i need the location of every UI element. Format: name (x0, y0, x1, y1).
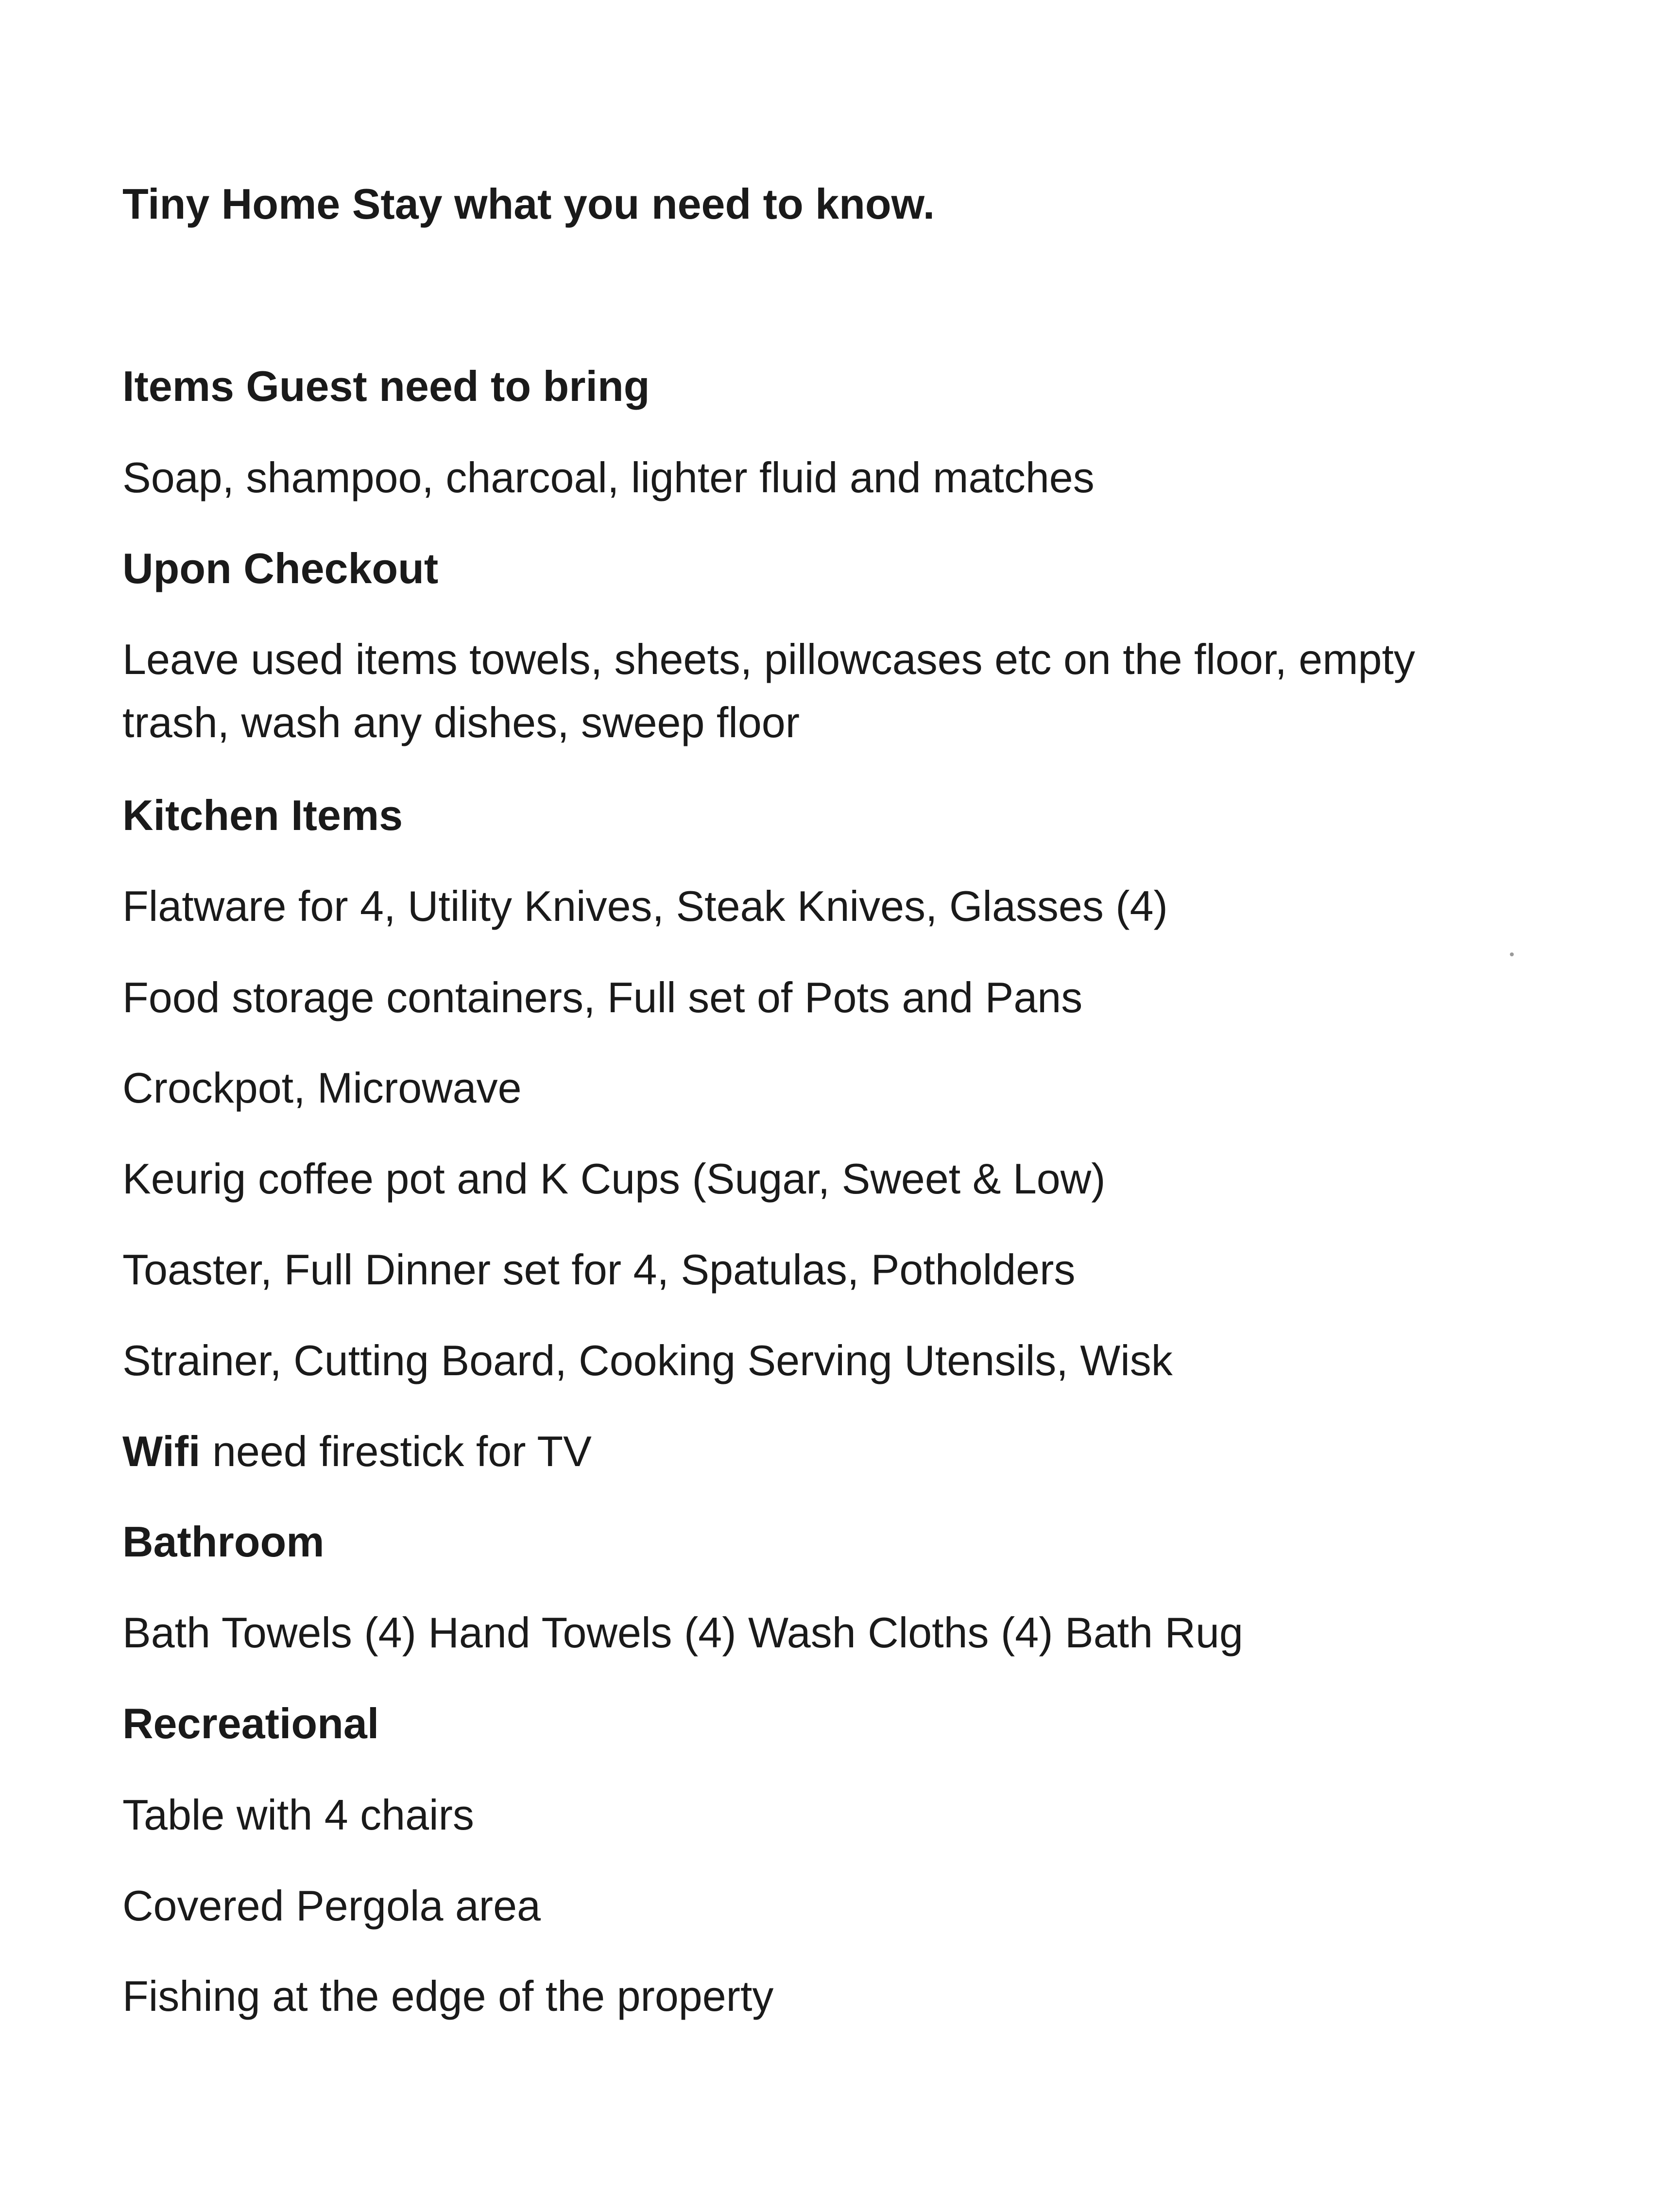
kitchen-item: Strainer, Cutting Board, Cooking Serving Utensils, Wisk (122, 1336, 1173, 1384)
wifi-text: need firestick for TV (200, 1427, 592, 1475)
bathroom-text: Bath Towels (4) Hand Towels (4) Wash Cloths (4) Bath Rug (122, 1608, 1243, 1657)
recreational-item: Covered Pergola area (122, 1882, 541, 1930)
kitchen-item: Crockpot, Microwave (122, 1064, 522, 1112)
recreational-heading: Recreational (122, 1699, 379, 1747)
checkout-heading: Upon Checkout (122, 544, 439, 592)
kitchen-item: Keurig coffee pot and K Cups (Sugar, Sweet & Low) (122, 1155, 1106, 1203)
wifi-label: Wifi (122, 1427, 201, 1475)
kitchen-item: Toaster, Full Dinner set for 4, Spatulas, Potholders (122, 1245, 1076, 1294)
checkout-text: Leave used items towels, sheets, pillowcases etc on the floor, empty trash, wash any dishes, sweep floor (122, 635, 1415, 746)
bring-heading: Items Guest need to bring (122, 362, 650, 410)
recreational-item: Fishing at the edge of the property (122, 1972, 774, 2020)
kitchen-item: Food storage containers, Full set of Pots and Pans (122, 973, 1083, 1021)
kitchen-heading: Kitchen Items (122, 791, 403, 839)
bathroom-heading: Bathroom (122, 1518, 325, 1566)
scan-speck (1510, 952, 1514, 956)
document-title: Tiny Home Stay what you need to know. (122, 180, 935, 228)
bring-text: Soap, shampoo, charcoal, lighter fluid and matches (122, 453, 1095, 501)
kitchen-item: Flatware for 4, Utility Knives, Steak Knives, Glasses (4) (122, 882, 1168, 930)
wifi-line (122, 1420, 592, 1483)
recreational-item: Table with 4 chairs (122, 1791, 474, 1839)
